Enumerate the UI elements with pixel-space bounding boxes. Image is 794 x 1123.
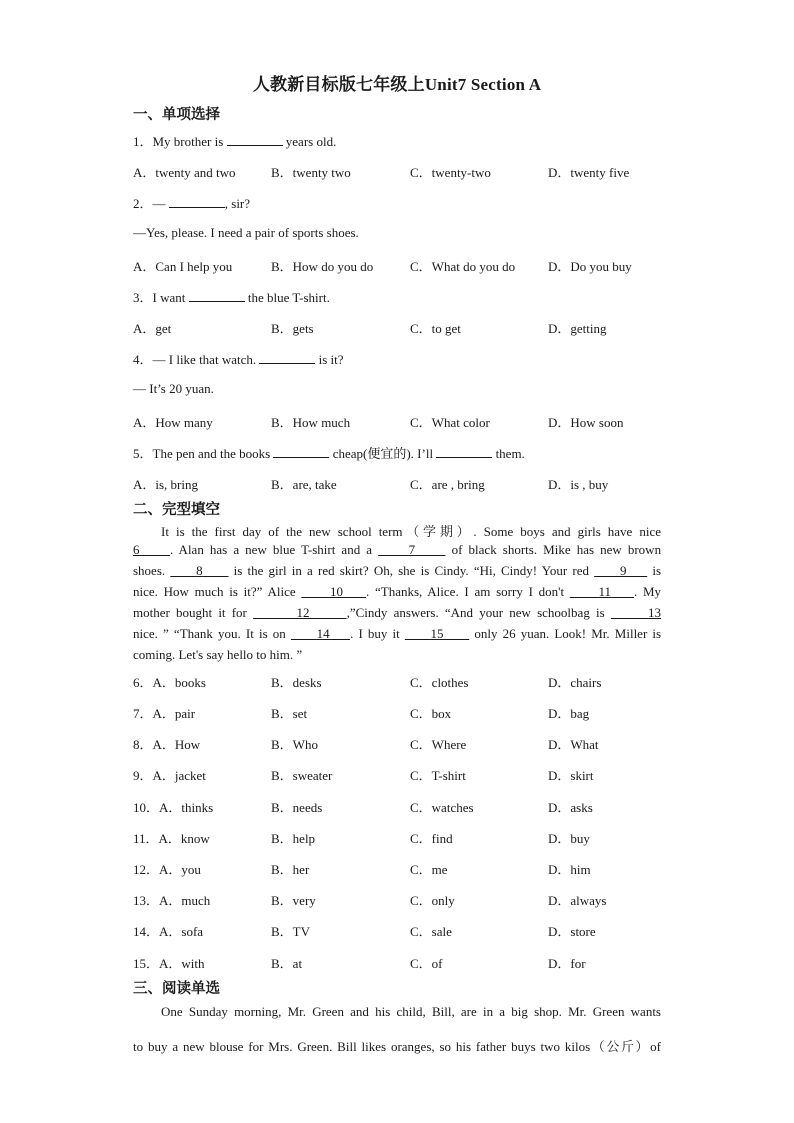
cloze-option-c: C．Where <box>410 737 467 752</box>
option-b: B．How much <box>271 415 351 430</box>
passage-line: One Sunday morning, Mr. Green and his child, Bill, are in a big shop. Mr. Green wants <box>161 1004 661 1019</box>
passage-line: mother bought it for 12 ,”Cindy answers. “And your new schoolbag is 13 <box>133 605 662 620</box>
option-d: D．How soon <box>548 415 624 430</box>
cloze-option-a: 8．A．How <box>133 737 201 752</box>
answer-blank <box>227 134 283 146</box>
option-c: C．What color <box>410 415 490 430</box>
cloze-option-a: 11．A．know <box>133 831 210 846</box>
answer-blank <box>436 446 492 458</box>
cloze-option-d: D．bag <box>548 706 590 721</box>
answer-blank <box>169 196 225 208</box>
cloze-option-a: 10．A．thinks <box>133 800 214 815</box>
cloze-option-c: C．me <box>410 862 448 877</box>
question-2: 2．— , sir? <box>133 196 251 211</box>
cloze-blank-13: 13 <box>648 605 662 620</box>
option-a: A．twenty and two <box>133 165 236 180</box>
cloze-option-d: D．buy <box>548 831 590 846</box>
option-b: B．How do you do <box>271 259 374 274</box>
option-a: A．Can I help you <box>133 259 233 274</box>
cloze-option-b: B．needs <box>271 800 323 815</box>
cloze-option-c: C．watches <box>410 800 474 815</box>
cloze-blank-8: 8 <box>196 563 203 578</box>
option-d: D．twenty five <box>548 165 630 180</box>
section-heading-reading: 三、阅读单选 <box>133 981 220 997</box>
cloze-blank-6: 6 <box>133 542 140 557</box>
passage-line: It is the first day of the new school term（学期）. Some boys and girls have nice <box>161 524 661 539</box>
question-5: 5．The pen and the books cheap(便宜的). I’ll them. <box>133 446 525 461</box>
cloze-option-a: 15．A．with <box>133 956 205 971</box>
cloze-option-a: 13．A．much <box>133 893 211 908</box>
question-4-response: — It’s 20 yuan. <box>133 381 214 396</box>
cloze-option-d: D．skirt <box>548 768 594 783</box>
option-c: C．twenty-two <box>410 165 491 180</box>
cloze-option-c: C．box <box>410 706 452 721</box>
cloze-blank-9: 9 <box>620 563 627 578</box>
question-4: 4．— I like that watch. is it? <box>133 352 344 367</box>
option-a: A．How many <box>133 415 213 430</box>
cloze-option-d: D．store <box>548 924 596 939</box>
option-d: D．is , buy <box>548 477 609 492</box>
cloze-option-d: D．him <box>548 862 591 877</box>
cloze-blank-15: 15 <box>430 626 444 641</box>
cloze-option-a: 14．A．sofa <box>133 924 204 939</box>
question-1: 1．My brother is years old. <box>133 134 337 149</box>
option-b: B．twenty two <box>271 165 351 180</box>
cloze-option-d: D．What <box>548 737 599 752</box>
section-heading-single-choice: 一、单项选择 <box>133 107 220 123</box>
cloze-option-c: C．of <box>410 956 443 971</box>
cloze-option-d: D．chairs <box>548 675 602 690</box>
cloze-option-a: 9．A．jacket <box>133 768 206 783</box>
passage-line: nice. How much is it?” Alice 10 . “Thanks, Alice. I am sorry I don't 11 . My <box>133 584 662 599</box>
cloze-option-b: B．desks <box>271 675 322 690</box>
question-2-response: —Yes, please. I need a pair of sports shoes. <box>133 225 359 240</box>
passage-line: to buy a new blouse for Mrs. Green. Bill likes oranges, so his father buys two kilos（公斤）of <box>133 1039 661 1054</box>
passage-line: shoes. 8 is the girl in a red skirt? Oh, she is Cindy. “Hi, Cindy! Your red 9 is <box>133 563 662 578</box>
cloze-option-a: 6．A．books <box>133 675 206 690</box>
cloze-option-b: B．at <box>271 956 303 971</box>
cloze-option-d: D．for <box>548 956 586 971</box>
option-c: C．are , bring <box>410 477 485 492</box>
cloze-option-b: B．her <box>271 862 310 877</box>
option-b: B．are, take <box>271 477 337 492</box>
option-c: C．What do you do <box>410 259 516 274</box>
option-d: D．Do you buy <box>548 259 632 274</box>
cloze-option-b: B．help <box>271 831 316 846</box>
passage-line: coming. Let's say hello to him. ” <box>133 647 303 662</box>
cloze-option-c: C．find <box>410 831 453 846</box>
option-a: A．get <box>133 321 172 336</box>
cloze-option-c: C．only <box>410 893 455 908</box>
cloze-option-b: B．set <box>271 706 308 721</box>
section-heading-cloze: 二、完型填空 <box>133 502 220 518</box>
passage-line: 6 . Alan has a new blue T-shirt and a 7 of black shorts. Mike has new brown <box>133 542 662 557</box>
cloze-option-b: B．Who <box>271 737 318 752</box>
cloze-option-b: B．TV <box>271 924 311 939</box>
cloze-blank-10: 10 <box>330 584 344 599</box>
page-title: 人教新目标版七年级上Unit7 Section A <box>252 75 542 94</box>
cloze-blank-7: 7 <box>408 542 416 557</box>
answer-blank <box>259 352 315 364</box>
cloze-option-c: C．T-shirt <box>410 768 466 783</box>
option-a: A．is, bring <box>133 477 199 492</box>
passage-line: nice. ” “Thank you. It is on 14 . I buy it 15 only 26 yuan. Look! Mr. Miller is <box>133 626 662 641</box>
cloze-blank-11: 11 <box>598 584 612 599</box>
option-d: D．getting <box>548 321 607 336</box>
option-c: C．to get <box>410 321 461 336</box>
option-b: B．gets <box>271 321 314 336</box>
cloze-option-d: D．asks <box>548 800 593 815</box>
cloze-option-c: C．sale <box>410 924 452 939</box>
cloze-option-a: 7．A．pair <box>133 706 196 721</box>
cloze-blank-14: 14 <box>316 626 330 641</box>
cloze-blank-12: 12 <box>296 605 310 620</box>
answer-blank <box>189 290 245 302</box>
cloze-option-c: C．clothes <box>410 675 469 690</box>
cloze-option-b: B．sweater <box>271 768 333 783</box>
cloze-option-d: D．always <box>548 893 607 908</box>
cloze-option-b: B．very <box>271 893 316 908</box>
cloze-option-a: 12．A．you <box>133 862 201 877</box>
question-3: 3．I want the blue T-shirt. <box>133 290 330 305</box>
answer-blank <box>273 446 329 458</box>
